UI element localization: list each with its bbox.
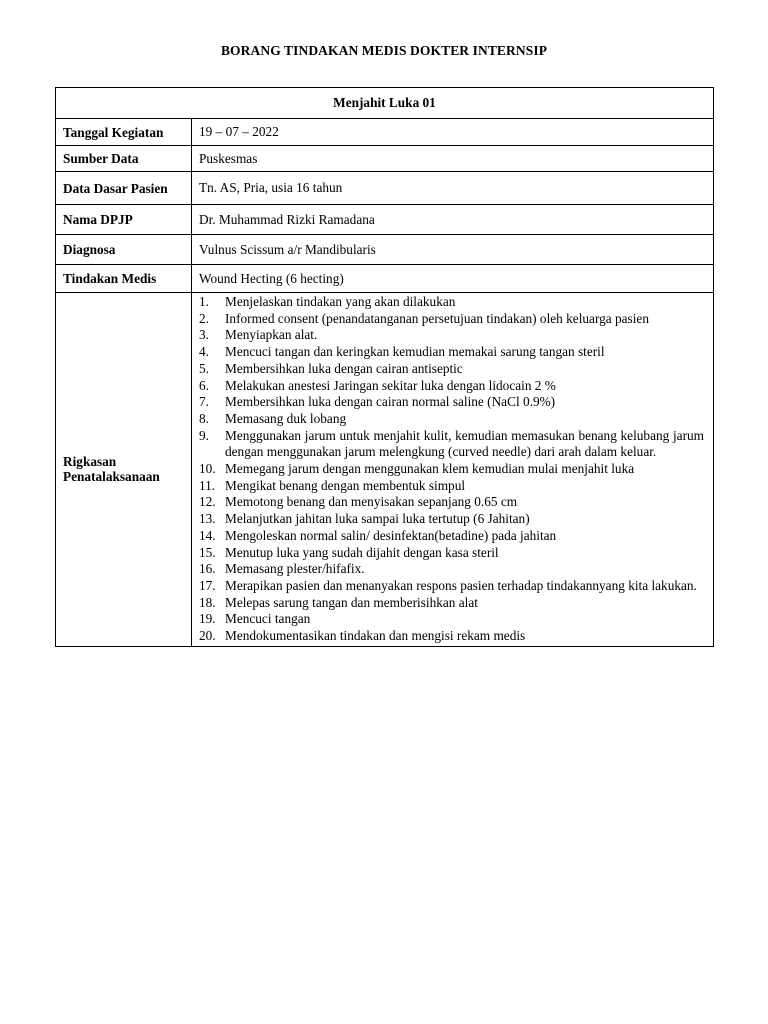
step-number: 5.: [199, 360, 209, 376]
procedure-step: [199, 461, 704, 478]
step-text: Melakukan anestesi Jaringan sekitar luka dengan lidocain 2 %: [225, 377, 556, 393]
step-text: Membersihkan luka dengan cairan normal saline (NaCl 0.9%): [225, 394, 556, 410]
page-title: BORANG TINDAKAN MEDIS DOKTER INTERNSIP: [220, 43, 548, 58]
label-ringkasan-penatalaksanaan: Rigkasan Penatalaksanaan: [56, 293, 192, 647]
value-data-dasar-pasien: Tn. AS, Pria, usia 16 tahun: [192, 172, 714, 205]
step-number: 6.: [199, 377, 209, 393]
step-number: 9.: [199, 427, 209, 443]
step-text: Memotong benang dan menyisakan sepanjang 0.65 cm: [225, 494, 518, 510]
procedure-step: [199, 578, 704, 595]
step-text: Mendokumentasikan tindakan dan mengisi rekam medis: [225, 628, 526, 644]
value-nama-dpjp: Dr. Muhammad Rizki Ramadana: [192, 205, 714, 235]
step-number: 13.: [199, 511, 216, 527]
procedure-step: [199, 478, 704, 495]
label-tanggal-kegiatan: Tanggal Kegiatan: [56, 119, 192, 146]
label-diagnosa: Diagnosa: [56, 235, 192, 265]
label-data-dasar-pasien: Data Dasar Pasien: [56, 172, 192, 205]
procedure-step: [199, 545, 704, 562]
procedure-step: [199, 511, 704, 528]
row-sumber-data: [56, 146, 714, 172]
step-text: Membersihkan luka dengan cairan antiseptic: [225, 360, 463, 376]
row-nama-dpjp: [56, 205, 714, 235]
table-header-row: [56, 88, 714, 119]
step-text: Melanjutkan jahitan luka sampai luka tertutup (6 Jahitan): [225, 511, 530, 527]
step-text: Menggunakan jarum untuk menjahit kulit, kemudian memasukan benang kelubang jarum dengan menggunakan jarum melengkung (curved needle) dari arah dalam keluar.: [225, 427, 704, 460]
procedure-steps-list: [199, 294, 704, 645]
procedure-step: [199, 628, 704, 645]
step-number: 14.: [199, 527, 216, 543]
procedure-step: [199, 528, 704, 545]
step-number: 1.: [199, 294, 209, 309]
procedure-step: [199, 394, 704, 411]
procedure-title: Menjahit Luka 01: [56, 88, 714, 119]
procedure-step: [199, 611, 704, 628]
row-tindakan-medis: [56, 265, 714, 293]
step-text: Menjelaskan tindakan yang akan dilakukan: [225, 294, 456, 309]
medical-action-form-table: [55, 87, 714, 647]
step-text: Mencuci tangan dan keringkan kemudian memakai sarung tangan steril: [225, 344, 605, 360]
step-text: Memasang plester/hifafix.: [225, 561, 365, 577]
step-number: 17.: [199, 577, 216, 593]
steps-cell: [192, 293, 714, 647]
row-data-dasar-pasien: [56, 172, 714, 205]
step-text: Memasang duk lobang: [225, 410, 347, 426]
procedure-step: [199, 411, 704, 428]
step-text: Melepas sarung tangan dan memberisihkan alat: [225, 594, 478, 610]
step-number: 11.: [199, 477, 216, 493]
step-number: 16.: [199, 561, 216, 577]
step-text: Menyiapkan alat.: [225, 327, 318, 343]
procedure-step: [199, 378, 704, 395]
procedure-step: [199, 561, 704, 578]
step-number: 19.: [199, 611, 216, 627]
procedure-step: [199, 595, 704, 612]
step-number: 18.: [199, 594, 216, 610]
step-text: Mencuci tangan: [225, 611, 311, 627]
step-number: 20.: [199, 628, 216, 644]
step-number: 3.: [199, 327, 209, 343]
step-number: 8.: [199, 410, 209, 426]
step-number: 7.: [199, 394, 209, 410]
step-number: 2.: [199, 310, 209, 326]
step-number: 15.: [199, 544, 216, 560]
procedure-step: [199, 344, 704, 361]
label-nama-dpjp: Nama DPJP: [56, 205, 192, 235]
value-diagnosa: Vulnus Scissum a/r Mandibularis: [192, 235, 714, 265]
label-sumber-data: Sumber Data: [56, 146, 192, 172]
row-diagnosa: [56, 235, 714, 265]
procedure-step: [199, 327, 704, 344]
step-text: Mengoleskan normal salin/ desinfektan(betadine) pada jahitan: [225, 527, 557, 543]
step-number: 10.: [199, 461, 216, 477]
value-sumber-data: Puskesmas: [192, 146, 714, 172]
value-tanggal-kegiatan: 19 – 07 – 2022: [192, 119, 714, 146]
step-number: 12.: [199, 494, 216, 510]
procedure-step: [199, 428, 704, 461]
procedure-step: [199, 494, 704, 511]
step-text: Informed consent (penandatanganan persetujuan tindakan) oleh keluarga pasien: [225, 310, 649, 326]
label-tindakan-medis: Tindakan Medis: [56, 265, 192, 293]
step-text: Mengikat benang dengan membentuk simpul: [225, 477, 466, 493]
row-tanggal-kegiatan: [56, 119, 714, 146]
procedure-step: [199, 311, 704, 328]
value-tindakan-medis: Wound Hecting (6 hecting): [192, 265, 714, 293]
step-text: Menutup luka yang sudah dijahit dengan kasa steril: [225, 544, 499, 560]
step-text: Merapikan pasien dan menanyakan respons pasien terhadap tindakannyang kita lakukan.: [225, 577, 697, 593]
procedure-step: [199, 294, 704, 311]
step-text: Memegang jarum dengan menggunakan klem kemudian mulai menjahit luka: [225, 461, 635, 477]
step-number: 4.: [199, 344, 209, 360]
row-ringkasan-penatalaksanaan: [56, 293, 714, 647]
procedure-step: [199, 361, 704, 378]
